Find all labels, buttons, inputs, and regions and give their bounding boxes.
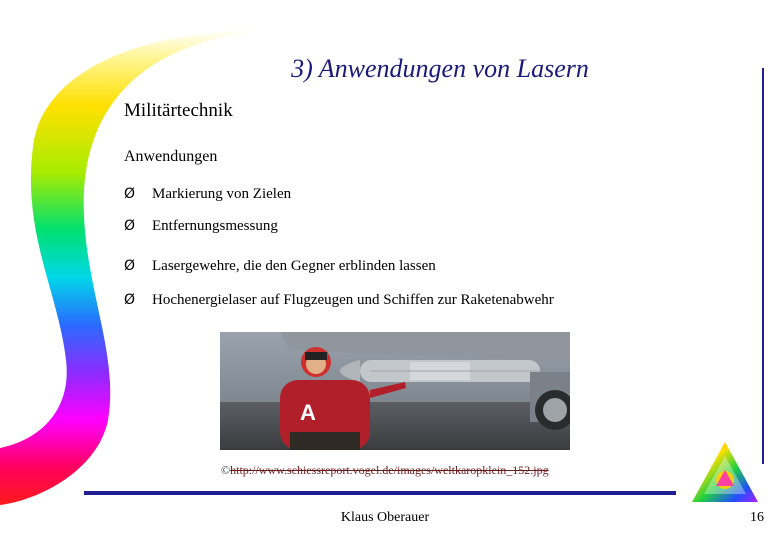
bullet-item — [124, 218, 278, 235]
right-border-line — [762, 68, 764, 464]
bullet-text: Markierung von Zielen — [152, 186, 292, 202]
slide-title: 3) Anwendungen von Lasern — [291, 54, 589, 83]
copyright-symbol: © — [221, 463, 231, 477]
photo-caption — [221, 463, 549, 478]
bullet-text: Lasergewehre, die den Gegner erblinden lassen — [152, 258, 436, 274]
footer-rule — [84, 491, 676, 495]
bullet-item — [124, 186, 291, 203]
rainbow-triangle-logo — [690, 440, 760, 505]
military-aircraft-photo — [220, 332, 570, 450]
arrow-bullet-icon: Ø — [124, 258, 136, 274]
author-name: Klaus Oberauer — [340, 510, 430, 525]
arrow-bullet-icon: Ø — [124, 186, 136, 202]
photo-vest-letter: A — [300, 400, 316, 425]
arrow-bullet-icon: Ø — [124, 292, 136, 308]
bullet-text: Hochenergielaser auf Flugzeugen und Schiffen zur Raketenabwehr — [152, 292, 554, 308]
sub-heading: Anwendungen — [124, 148, 218, 165]
arrow-bullet-icon: Ø — [124, 218, 136, 234]
bullet-item — [124, 292, 554, 309]
page-number: 16 — [750, 510, 764, 525]
image-source-link[interactable]: http://www.schiessreport.vogel.de/images/weltkaropklein_152.jpg — [230, 463, 549, 477]
bullet-item — [124, 258, 436, 275]
section-heading: Militärtechnik — [124, 100, 233, 121]
bullet-text: Entfernungsmessung — [152, 218, 278, 234]
